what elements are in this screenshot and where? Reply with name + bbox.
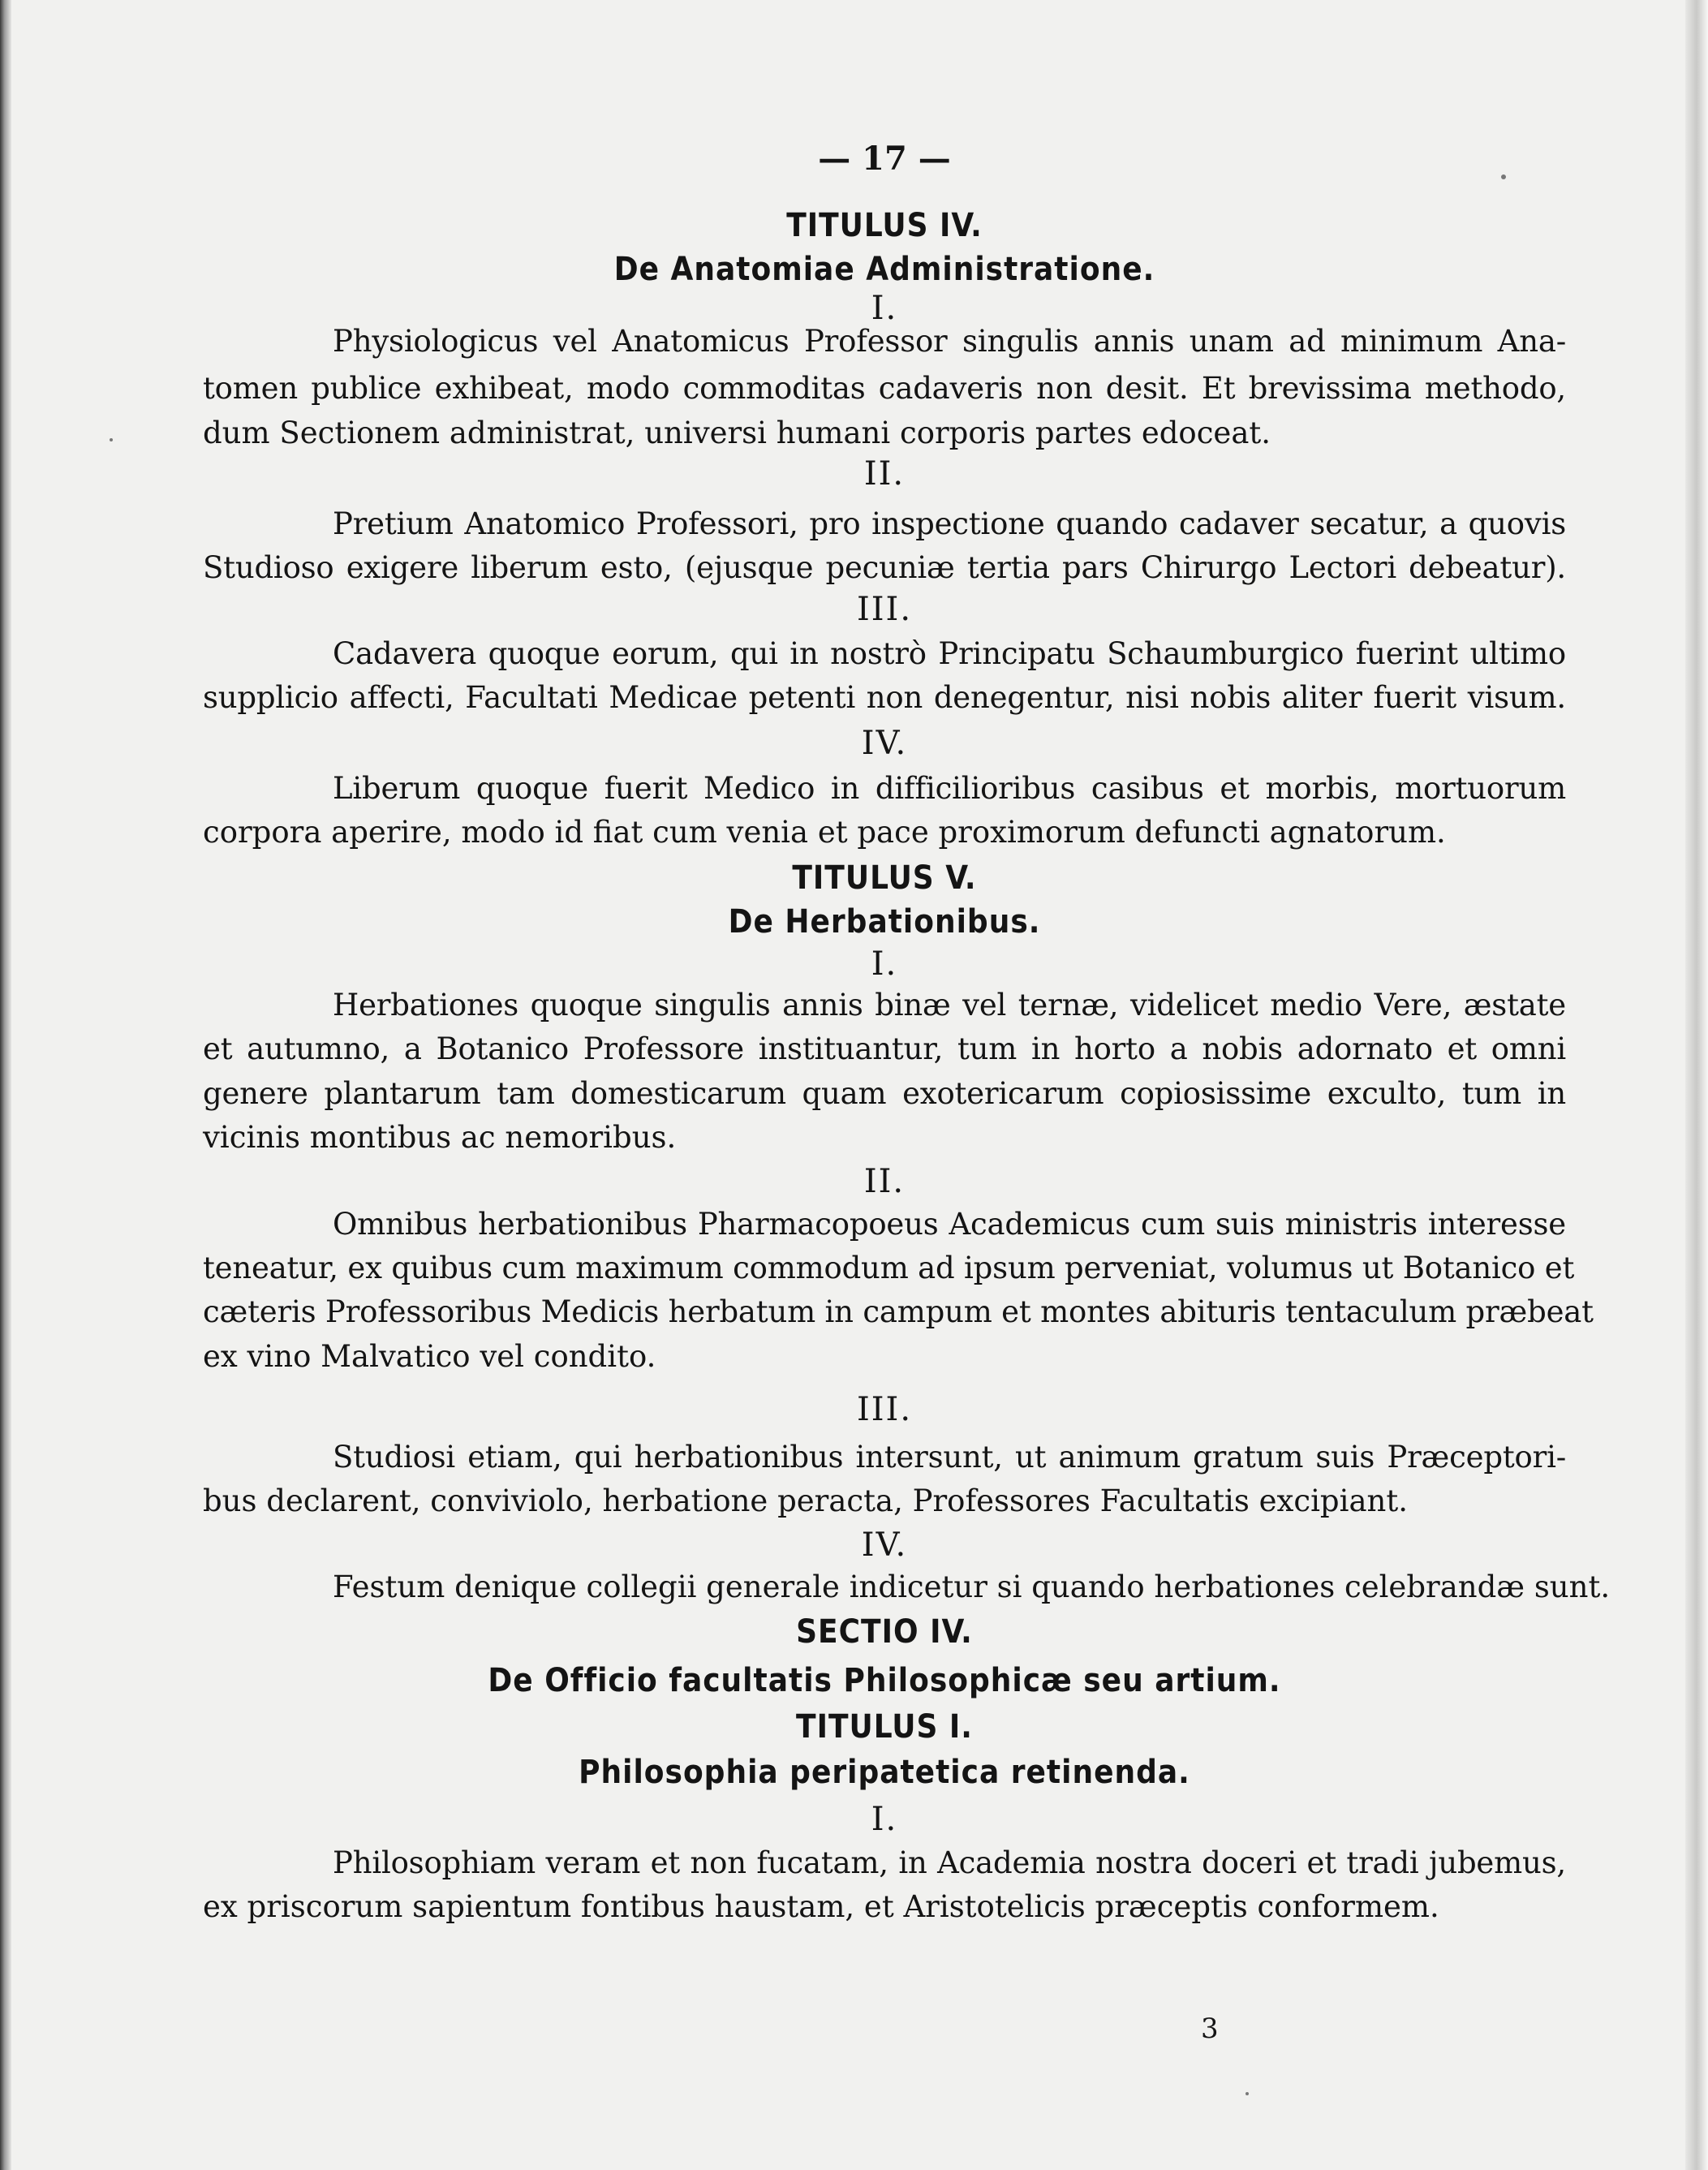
paragraph-line: Studioso exigere liberum esto, (ejusque pecuniæ tertia pars Chirurgo Lectori debeatur). [203, 550, 1566, 585]
paragraph-line: Studiosi etiam, qui herbationibus intersunt, ut animum gratum suis Præceptori- [333, 1440, 1566, 1475]
paragraph-line: ex vino Malvatico vel condito. [203, 1339, 656, 1374]
paragraph-line: supplicio affecti, Facultati Medicae petenti non denegentur, nisi nobis aliter fuerit visum. [203, 680, 1566, 715]
paragraph-line: genere plantarum tam domesticarum quam exotericarum copiosissime exculto, tum in [203, 1076, 1566, 1111]
paragraph-line: vicinis montibus ac nemoribus. [203, 1120, 677, 1155]
article-numeral: II. [863, 455, 906, 493]
paragraph-line: ex priscorum sapientum fontibus haustam, et Aristotelicis præceptis conformem. [203, 1889, 1439, 1924]
paragraph-line: teneatur, ex quibus cum maximum commodum ad ipsum perveniat, volumus ut Botanico et [203, 1251, 1575, 1285]
scan-shadow-left [0, 0, 11, 2170]
paragraph-line: et autumno, a Botanico Professore instituantur, tum in horto a nobis adornato et omni [203, 1031, 1566, 1066]
paragraph-line: Pretium Anatomico Professori, pro inspectione quando cadaver secatur, a quovis [333, 506, 1566, 541]
article-numeral: I. [871, 945, 898, 983]
paragraph-line: tomen publice exhibeat, modo commoditas cadaveris non desit. Et brevissima methodo, [203, 371, 1566, 406]
paragraph-line: Cadavera quoque eorum, qui in nostrò Principatu Schaumburgico fuerint ultimo [333, 636, 1566, 671]
paragraph-line: Physiologicus vel Anatomicus Professor singulis annis unam ad minimum Ana- [333, 324, 1566, 359]
article-numeral: III. [856, 591, 913, 628]
subtitle-heading: De Herbationibus. [728, 903, 1041, 941]
article-numeral: I. [871, 1801, 898, 1838]
paragraph-line: Herbationes quoque singulis annis binæ vel ternæ, videlicet medio Vere, æstate [333, 988, 1566, 1023]
title-heading: TITULUS I. [796, 1708, 973, 1746]
article-numeral: IV. [861, 725, 908, 762]
article-numeral: II. [863, 1163, 906, 1200]
signature-mark: 3 [1201, 2013, 1219, 2045]
title-heading: TITULUS IV. [786, 207, 983, 244]
paragraph-line: cæteris Professoribus Medicis herbatum in campum et montes abituris tentaculum præbeat [203, 1294, 1594, 1329]
scan-speck [110, 438, 113, 441]
article-numeral: IV. [861, 1526, 908, 1564]
document-page [203, 122, 1611, 2167]
subtitle-heading: De Officio facultatis Philosophicæ seu artium. [488, 1662, 1281, 1699]
paragraph-line: Liberum quoque fuerit Medico in difficilioribus casibus et morbis, mortuorum [333, 771, 1566, 806]
paragraph-line: Omnibus herbationibus Pharmacopoeus Academicus cum suis ministris interesse [333, 1207, 1566, 1242]
title-heading: TITULUS V. [792, 859, 977, 897]
section-heading: SECTIO IV. [796, 1613, 973, 1651]
article-numeral: I. [871, 290, 898, 327]
scan-shadow-right [1685, 0, 1708, 2170]
subtitle-heading: De Anatomiae Administratione. [613, 251, 1155, 288]
paragraph-line: Philosophiam veram et non fucatam, in Academia nostra doceri et tradi jubemus, [333, 1845, 1566, 1880]
paragraph-line: bus declarent, conviviolo, herbatione peracta, Professores Facultatis excipiant. [203, 1483, 1408, 1518]
subtitle-heading: Philosophia peripatetica retinenda. [579, 1754, 1190, 1791]
paragraph-line: Festum denique collegii generale indicetur si quando herbationes celebrandæ sunt. [333, 1569, 1611, 1604]
paragraph-line: dum Sectionem administrat, universi humani corporis partes edoceat. [203, 415, 1271, 450]
page-number: — 17 — [818, 140, 951, 178]
paragraph-line: corpora aperire, modo id fiat cum venia et pace proximorum defuncti agnatorum. [203, 815, 1446, 850]
article-numeral: III. [856, 1391, 913, 1428]
